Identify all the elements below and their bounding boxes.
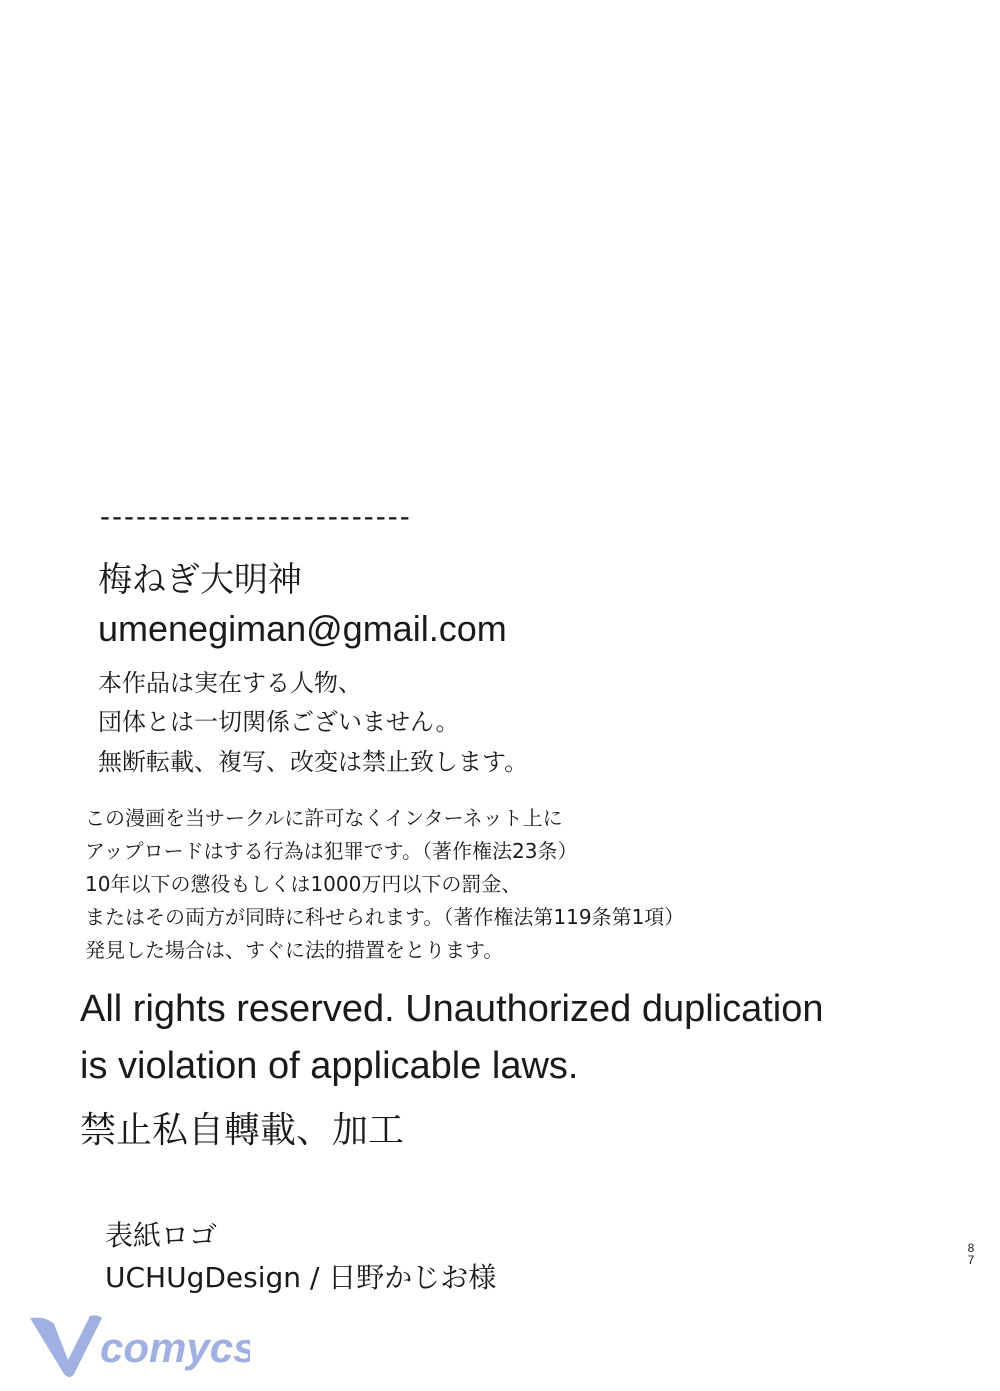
rights-line-1: All rights reserved. Unauthorized duplication	[80, 988, 824, 1030]
legal-line-2: アップロードはする行為は犯罪です。（著作権法23条）	[85, 839, 578, 863]
rights-line-3: 禁止私自轉載、加工	[80, 1110, 405, 1151]
watermark-text: comycs	[100, 1324, 250, 1371]
page-number: 8 7	[967, 1241, 975, 1267]
watermark-logo	[28, 1310, 250, 1382]
cover-logo-label: 表紙ロゴ	[105, 1219, 218, 1252]
author-email[interactable]: umenegiman@gmail.com	[98, 608, 507, 649]
legal-line-5: 発見した場合は、すぐに法的措置をとります。	[85, 938, 504, 962]
notice-line-1: 本作品は実在する人物、	[98, 669, 362, 697]
legal-line-4: またはその両方が同時に科せられます。（著作権法第119条第1項）	[85, 905, 685, 929]
legal-line-1: この漫画を当サークルに許可なくインターネット上に	[85, 806, 563, 830]
cover-logo-credit: UCHUgDesign / 日野かじお様	[105, 1261, 497, 1294]
author-name: 梅ねぎ大明神	[98, 560, 302, 600]
separator-line: --------------------------	[100, 500, 412, 533]
notice-line-3: 無断転載、複写、改変は禁止致します。	[98, 748, 529, 776]
watermark-logo-icon	[28, 1310, 250, 1382]
legal-line-3: 10年以下の懲役もしくは1000万円以下の罰金、	[85, 872, 522, 896]
rights-line-2: is violation of applicable laws.	[80, 1045, 579, 1087]
notice-line-2: 団体とは一切関係ございません。	[98, 708, 460, 736]
